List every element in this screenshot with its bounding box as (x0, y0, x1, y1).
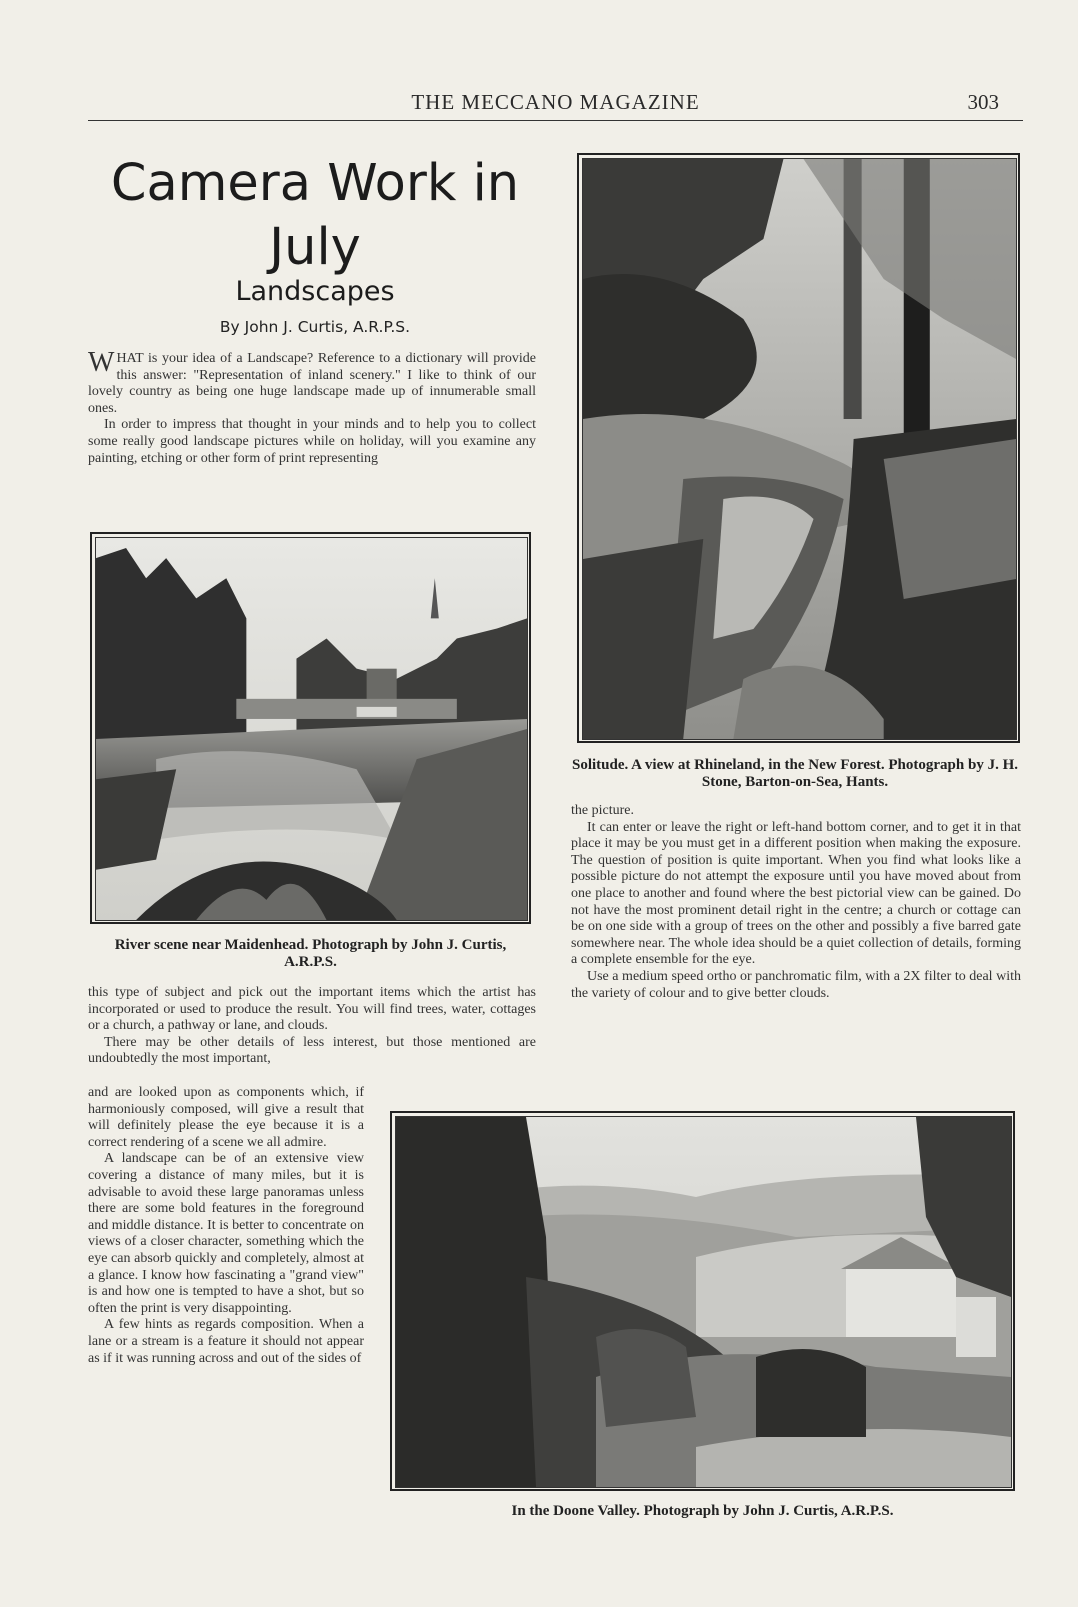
paragraph-2: In order to impress that thought in your minds and to help you to collect some really good landscape pictures while on holiday, will you examine any painting, etching or other form of print representing (88, 417, 536, 466)
byline: By John J. Curtis, A.R.P.S. (219, 318, 411, 336)
forest-image (583, 159, 1016, 739)
paragraph-8: Use a medium speed ortho or panchromatic film, with a 2X filter to deal with the variety of colour and to give better clouds. (571, 968, 1021, 1001)
paragraph-7: It can enter or leave the right or left-hand bottom corner, and to get it in that place it may be you must get in a different position when making the exposure. The question of position is quite important. When you find what looks like a possible picture do not attempt the exposure until you have moved about from one place to another and found where the best pictorial view can be gained. Do not have the most prominent detail right in the centre; a church or cottage can be on one side with a group of trees on the other and possibly a five barred gate somewhere near. The whole idea should be a quiet collection of details, forming a complete ensemble for the eye. (571, 819, 1021, 968)
river-scene-image (96, 538, 527, 920)
caption-river: River scene near Maidenhead. Photograph by John J. Curtis, A.R.P.S. (114, 937, 507, 970)
running-head (88, 86, 1023, 121)
photo-forest-solitude (577, 153, 1020, 743)
paragraph-3: this type of subject and pick out the important items which the artist has incorporated or used to produce the result. You will find trees, water, cottages or a church, a pathway or lane, and clouds. (88, 985, 536, 1034)
drop-cap: W (88, 347, 115, 378)
caption-forest: Solitude. A view at Rhineland, in the New Forest. Photograph by J. H. Stone, Barton-on-Sea, Hants. (571, 757, 1018, 790)
paragraph-5: A landscape can be of an extensive view covering a distance of many miles, but it is advisable to avoid these large panoramas unless there are some bold features in the foreground and middle distance. It is better to concentrate on views of a closer character, something which the eye can absorb quickly and completely, almost at a glance. I know how fascinating a "grand view" is and how one is tempted to have a shot, but so often the print is very disappointing. (88, 1151, 364, 1316)
photo-doone-valley (390, 1111, 1015, 1491)
paragraph-6: A few hints as regards composition. When a lane or a stream is a feature it should not appear as if it was running across and out of the sides of (88, 1317, 364, 1366)
paragraph-4-cont: and are looked upon as components which, if harmoniously composed, will give a result that will definitely please the eye because it is a correct rendering of a scene we all admire. (88, 1085, 364, 1150)
intro-text (88, 347, 536, 467)
left-narrow-column (88, 1085, 364, 1367)
paragraph-4: There may be other details of less interest, but those mentioned are undoubtedly the most important, (88, 1034, 536, 1067)
doone-valley-image (396, 1117, 1011, 1487)
left-column-continued (88, 985, 536, 1068)
right-col-start: the picture. (571, 803, 634, 818)
right-column-text (571, 803, 1021, 1002)
article-title: Camera Work in July (110, 154, 520, 277)
photo-river-maidenhead (90, 532, 531, 924)
caption-doone: In the Doone Valley. Photograph by John J. Curtis, A.R.P.S. (511, 1503, 894, 1519)
page-number: 303 (967, 90, 999, 114)
intro-paragraph: HAT is your idea of a Landscape? Reference to a dictionary will provide this answer: "Representation of inland scenery." I like to think of our lovely country as being one huge landscape made up of innumerable small ones. (88, 351, 536, 416)
magazine-title: THE MECCANO MAGAZINE (411, 90, 700, 114)
article-subtitle: Landscapes (235, 276, 395, 307)
